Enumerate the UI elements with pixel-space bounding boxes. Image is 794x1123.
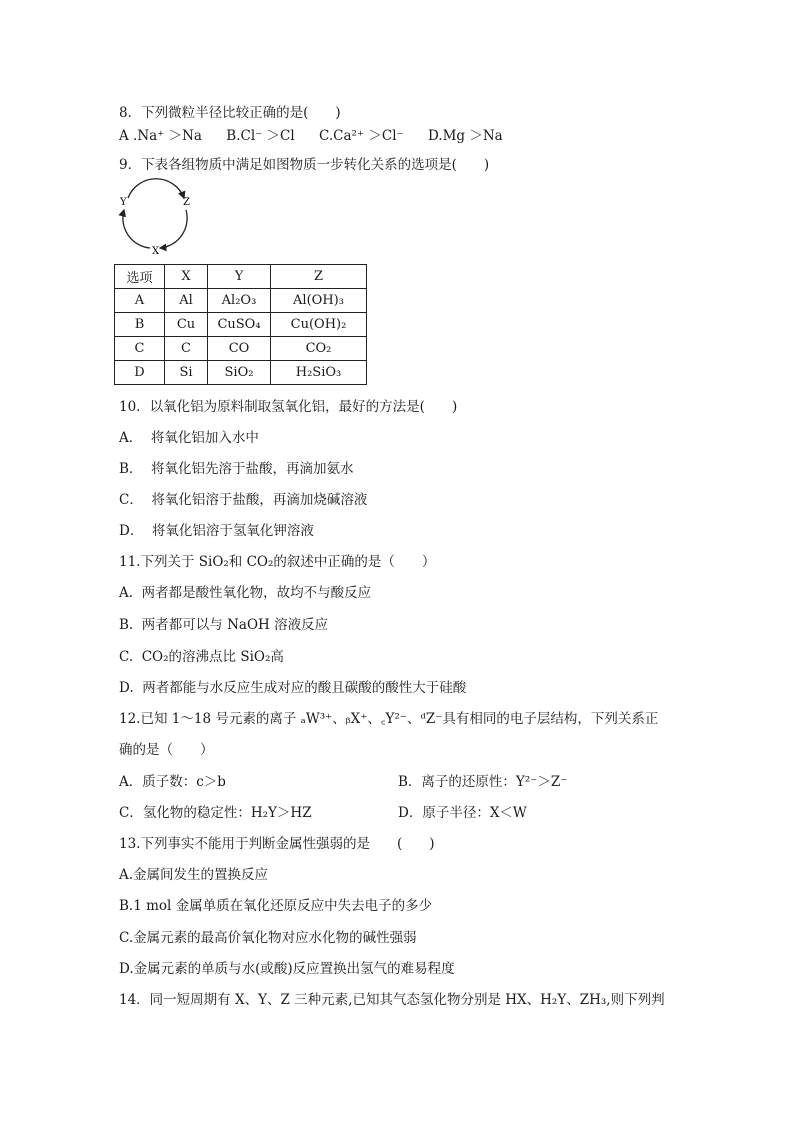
table-row xyxy=(115,361,367,385)
conversion-cycle-diagram xyxy=(116,178,198,258)
table-header: Z xyxy=(271,265,367,289)
table-cell: Cu xyxy=(165,313,208,337)
question-11-option-b: B. 两者都可以与 NaOH 溶液反应 xyxy=(119,617,329,633)
table-header: 选项 xyxy=(115,265,165,289)
table-cell: Al(OH)₃ xyxy=(271,289,367,313)
node-x: X xyxy=(152,246,160,257)
table-row xyxy=(115,337,367,361)
table-cell: Al₂O₃ xyxy=(208,289,271,313)
table-cell: H₂SiO₃ xyxy=(271,361,367,385)
question-12-option-a: A．质子数：c＞b xyxy=(119,774,226,790)
question-10-option-c: C． 将氧化铝溶于盐酸，再滴加烧碱溶液 xyxy=(119,492,368,508)
table-cell: B xyxy=(115,313,165,337)
question-11-option-d: D. 两者都能与水反应生成对应的酸且碳酸的酸性大于硅酸 xyxy=(119,680,467,696)
arrow-z-to-x xyxy=(160,210,187,248)
question-13-stem: 13.下列事实不能用于判断金属性强弱的是 ( ) xyxy=(119,836,435,852)
option-b: B.Cl⁻ ＞Cl xyxy=(226,128,295,144)
option-d: D.Mg ＞Na xyxy=(427,128,503,144)
table-header-row xyxy=(115,265,367,289)
option-a: A .Na⁺ ＞Na xyxy=(119,128,202,144)
question-14-stem: 14．同一短周期有 X、Y、Z 三种元素,已知其气态氢化物分别是 HX、H₂Y、ZH₃,则下列判 xyxy=(119,992,665,1008)
table-row xyxy=(115,289,367,313)
table-cell: D xyxy=(115,361,165,385)
table-cell: SiO₂ xyxy=(208,361,271,385)
table-cell: A xyxy=(115,289,165,313)
question-13-option-d: D.金属元素的单质与水(或酸)反应置换出氢气的难易程度 xyxy=(119,961,455,977)
table-header: X xyxy=(165,265,208,289)
options-table xyxy=(114,264,367,385)
question-9-stem: 9．下表各组物质中满足如图物质一步转化关系的选项是( ) xyxy=(119,157,490,173)
question-12-option-d: D．原子半径：X＜W xyxy=(398,805,527,821)
table-header: Y xyxy=(208,265,271,289)
question-8-options xyxy=(119,127,523,145)
table-cell: C xyxy=(165,337,208,361)
table-cell: Si xyxy=(165,361,208,385)
question-13-option-a: A.金属间发生的置换反应 xyxy=(119,867,269,883)
question-12-stem-line-2: 确的是（ ） xyxy=(119,742,214,758)
question-10-option-b: B． 将氧化铝先溶于盐酸，再滴加氨水 xyxy=(119,461,354,477)
question-11-option-c: C. CO₂的溶沸点比 SiO₂高 xyxy=(119,649,284,665)
node-y: Y xyxy=(120,197,127,208)
question-10-stem: 10．以氧化铝为原料制取氢氧化铝，最好的方法是( ) xyxy=(119,399,458,415)
question-12-stem-line-1: 12.已知 1～18 号元素的离子 ₐW³⁺、ᵦX⁺、꜀Y²⁻、ᵈZ⁻具有相同的电子层结构，下列关系正 xyxy=(119,711,659,727)
question-12-option-b: B．离子的还原性：Y²⁻＞Z⁻ xyxy=(398,774,568,790)
table-cell: CuSO₄ xyxy=(208,313,271,337)
table-row xyxy=(115,313,367,337)
node-z: Z xyxy=(183,197,190,208)
option-c: C.Ca²⁺ ＞Cl⁻ xyxy=(319,128,404,144)
question-10-option-a: A． 将氧化铝加入水中 xyxy=(119,430,259,446)
question-11-stem: 11.下列关于 SiO₂和 CO₂的叙述中正确的是（ ） xyxy=(119,554,436,570)
question-10-option-d: D． 将氧化铝溶于氢氧化钾溶液 xyxy=(119,523,314,539)
arrow-x-to-y xyxy=(123,210,150,248)
table-cell: CO₂ xyxy=(271,337,367,361)
question-12-option-c: C．氢化物的稳定性：H₂Y＞HZ xyxy=(119,805,312,821)
table-cell: Al xyxy=(165,289,208,313)
table-cell: Cu(OH)₂ xyxy=(271,313,367,337)
table-cell: C xyxy=(115,337,165,361)
question-13-option-b: B.1 mol 金属单质在氧化还原反应中失去电子的多少 xyxy=(119,898,433,914)
question-8-stem: 8．下列微粒半径比较正确的是( ) xyxy=(119,105,341,121)
arrow-y-to-z xyxy=(128,179,184,198)
question-11-option-a: A. 两者都是酸性氧化物，故均不与酸反应 xyxy=(119,585,372,601)
question-13-option-c: C.金属元素的最高价氧化物对应水化物的碱性强弱 xyxy=(119,930,417,946)
table-cell: CO xyxy=(208,337,271,361)
